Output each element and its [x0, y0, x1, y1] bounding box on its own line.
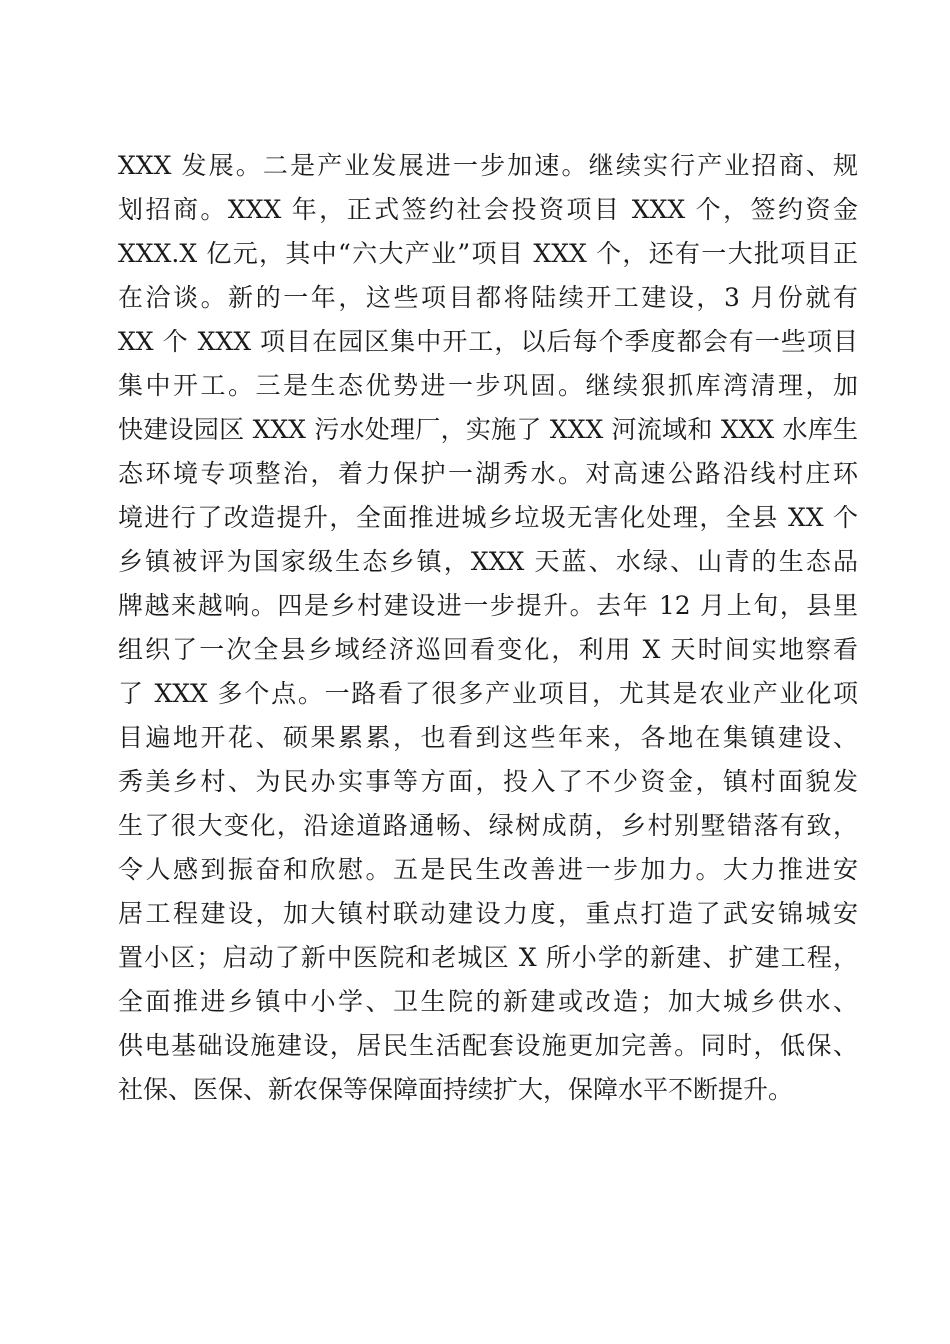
paragraph-line: 牌越来越响。四是乡村建设进一步提升。去年 12 月上旬，县里: [118, 591, 858, 620]
paragraph-line: 生了很大变化，沿途道路通畅、绿树成荫，乡村别墅错落有致，: [118, 811, 858, 840]
paragraph-line: 社保、医保、新农保等保障面持续扩大，保障水平不断提升。: [118, 1075, 794, 1104]
paragraph-line: 全面推进乡镇中小学、卫生院的新建或改造；加大城乡供水、: [118, 987, 858, 1016]
paragraph-line: 目遍地开花、硕果累累，也看到这些年来，各地在集镇建设、: [118, 723, 858, 752]
paragraph-line: 令人感到振奋和欣慰。五是民生改善进一步加力。大力推进安: [118, 855, 858, 884]
paragraph-line: 组织了一次全县乡域经济巡回看变化，利用 X 天时间实地察看: [118, 635, 858, 664]
paragraph-line: XX 个 XXX 项目在园区集中开工，以后每个季度都会有一些项目: [118, 327, 858, 356]
paragraph-line: 置小区；启动了新中医院和老城区 X 所小学的新建、扩建工程，: [118, 943, 858, 972]
body-paragraph: [118, 144, 858, 1112]
paragraph-line: 居工程建设，加大镇村联动建设力度，重点打造了武安锦城安: [118, 899, 858, 928]
paragraph-line: 在洽谈。新的一年，这些项目都将陆续开工建设，3 月份就有: [118, 283, 858, 312]
paragraph-line: 态环境专项整治，着力保护一湖秀水。对高速公路沿线村庄环: [118, 459, 858, 488]
paragraph-line: XXX 发展。二是产业发展进一步加速。继续实行产业招商、规: [118, 151, 858, 180]
paragraph-line: 快建设园区 XXX 污水处理厂，实施了 XXX 河流域和 XXX 水库生: [118, 415, 858, 444]
paragraph-line: 境进行了改造提升，全面推进城乡垃圾无害化处理，全县 XX 个: [118, 503, 858, 532]
paragraph-line: 集中开工。三是生态优势进一步巩固。继续狠抓库湾清理，加: [118, 371, 858, 400]
paragraph-line: XXX.X 亿元，其中“六大产业”项目 XXX 个，还有一大批项目正: [118, 239, 858, 268]
paragraph-line: 乡镇被评为国家级生态乡镇，XXX 天蓝、水绿、山青的生态品: [118, 547, 858, 576]
paragraph-line: 划招商。XXX 年，正式签约社会投资项目 XXX 个，签约资金: [118, 195, 858, 224]
paragraph-line: 了 XXX 多个点。一路看了很多产业项目，尤其是农业产业化项: [118, 679, 858, 708]
paragraph-line: 供电基础设施建设，居民生活配套设施更加完善。同时，低保、: [118, 1031, 858, 1060]
paragraph-line: 秀美乡村、为民办实事等方面，投入了不少资金，镇村面貌发: [118, 767, 858, 796]
